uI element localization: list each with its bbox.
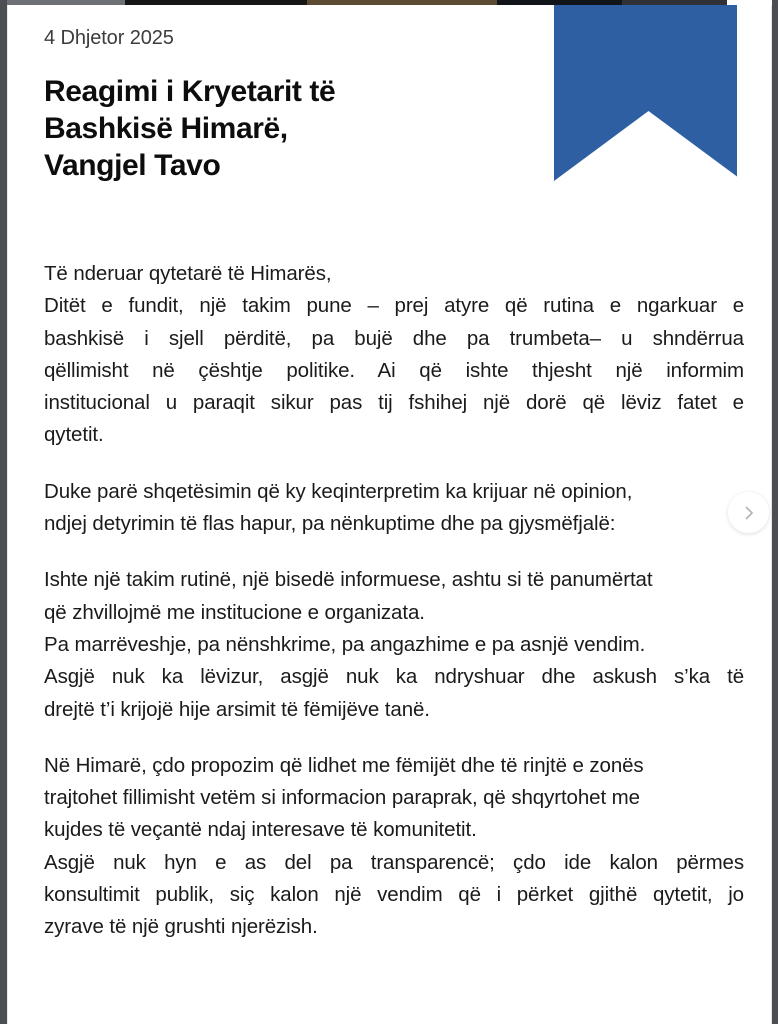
text-line: institucional u paraqit sikur pas tij fshihej një dorë që lëviz fatet e	[44, 391, 744, 415]
announcement-slide	[7, 5, 772, 1024]
publish-date: 4 Dhjetor 2025	[44, 27, 174, 49]
text-line: drejtë t’i krijojë hije arsimit të fëmijëve tanë.	[44, 697, 430, 721]
text-line: Asgjë nuk ka lëvizur, asgjë nuk ka ndryshuar dhe askush s’ka të	[44, 665, 744, 689]
text-line: bashkisë i sjell përditë, pa bujë dhe pa trumbeta– u shndërrua	[44, 326, 744, 350]
paragraph	[44, 750, 744, 944]
text-line: konsultimit publik, siç kalon një vendim që i përket gjithë qytetit, jo	[44, 883, 744, 907]
page-title-line-2: Bashkisë Himarë,	[44, 112, 288, 145]
text-line: zyrave të një grushti njerëzish.	[44, 915, 318, 939]
page-gutter-right	[772, 0, 778, 1024]
text-line: trajtohet fillimisht vetëm si informacion paraprak, që shqyrtohet me	[44, 786, 640, 810]
ribbon-bookmark-icon	[547, 5, 737, 181]
paragraph	[44, 476, 744, 541]
text-line: ndjej detyrimin të flas hapur, pa nënkuptime dhe pa gjysmëfjalë:	[44, 512, 616, 536]
text-line: Duke parë shqetësimin që ky keqinterpretim ka krijuar në opinion,	[44, 479, 633, 503]
text-line: Ishte një takim rutinë, një bisedë informuese, ashtu si të panumërtat	[44, 568, 653, 592]
top-edge-strip	[7, 0, 772, 5]
page-title-line-1: Reagimi i Kryetarit të	[44, 75, 336, 108]
text-line: që zhvillojmë me institucione e organizata.	[44, 600, 425, 624]
page-gutter-left	[0, 0, 7, 1024]
chevron-right-icon	[741, 505, 757, 521]
article-body	[44, 258, 744, 944]
paragraph	[44, 258, 744, 452]
text-line: Ditët e fundit, një takim pune – prej atyre që rutina e ngarkuar e	[44, 294, 744, 318]
text-line: qytetit.	[44, 423, 104, 447]
carousel-next-button[interactable]	[728, 492, 769, 533]
text-line: Të nderuar qytetarë të Himarës,	[44, 262, 332, 285]
text-line: Në Himarë, çdo propozim që lidhet me fëmijët dhe të rinjtë e zonës	[44, 753, 644, 777]
page-title-line-3: Vangjel Tavo	[44, 149, 221, 182]
text-line: Pa marrëveshje, pa nënshkrime, pa angazhime e pa asnjë vendim.	[44, 632, 646, 656]
paragraph	[44, 564, 744, 725]
page-title	[44, 73, 484, 184]
text-line: qëllimisht në çështje politike. Ai që ishte thjesht një informim	[44, 358, 744, 382]
text-line: Asgjë nuk hyn e as del pa transparencë; çdo ide kalon përmes	[44, 850, 744, 874]
text-line: kujdes të veçantë ndaj interesave të komunitetit.	[44, 818, 477, 842]
